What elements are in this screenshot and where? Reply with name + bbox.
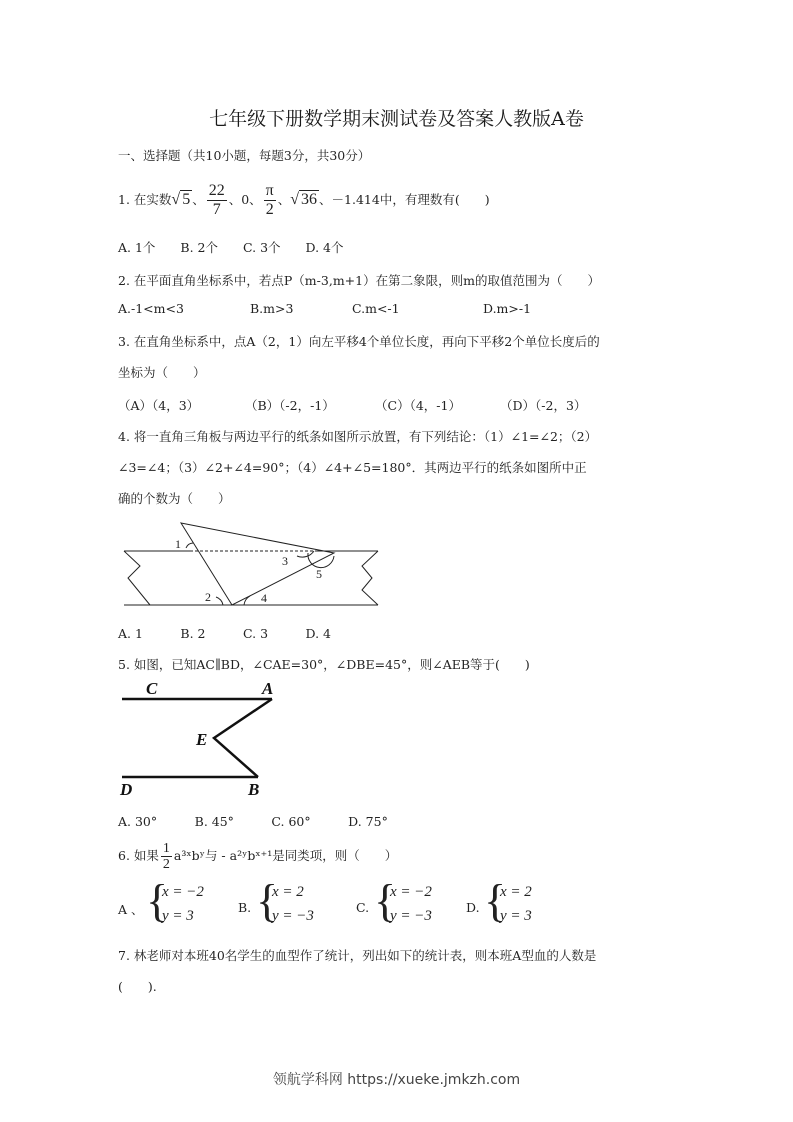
angle-arc-1 xyxy=(186,543,193,548)
question-3-line2: 坐标为（ ） xyxy=(118,365,206,380)
q6-option-c-label: C. xyxy=(356,900,370,915)
fraction-22-7: $\frac{22}{7}$ xyxy=(208,182,225,218)
brace-c: { xyxy=(374,875,397,926)
strip-right-zigzag xyxy=(362,551,378,605)
question-4-line2: ∠3=∠4；（3）∠2+∠4=90°；（4）∠4+∠5=180°．其两边平行的纸条如图所中正 xyxy=(118,460,587,475)
brace-a: { xyxy=(146,875,169,926)
q6-option-b-label: B. xyxy=(238,900,252,915)
question-4-line1: 4. 将一直角三角板与两边平行的纸条如图所示放置，有下列结论：（1）∠1=∠2；（2） xyxy=(118,429,598,444)
q1-suffix: 、－1.414中，有理数有( ) xyxy=(319,192,490,207)
q6-option-a-label: A 、 xyxy=(118,902,144,917)
triangle xyxy=(181,523,334,605)
q6-d-y: y = 3 xyxy=(500,908,532,924)
sqrt-36: √ 36 xyxy=(290,191,318,208)
point-label-c: C xyxy=(146,679,158,698)
angle-arc-3 xyxy=(297,551,314,557)
question-6 xyxy=(118,838,397,874)
q1-sep: 、 xyxy=(192,192,205,207)
q6-middle: a³ˣbʸ与 - a²ʸbˣ⁺¹是同类项，则（ ） xyxy=(173,848,398,863)
q6-prefix: 6. 如果 xyxy=(118,848,159,863)
sqrt-5: √ 5 xyxy=(171,191,191,208)
q6-b-x: x = 2 xyxy=(272,884,304,900)
q2-option-a: A.-1<m<3 xyxy=(118,301,184,316)
paper-strip xyxy=(124,551,378,605)
question-7-line1: 7. 林老师对本班40名学生的血型作了统计，列出如下的统计表，则本班A型血的人数是 xyxy=(118,948,597,963)
q3-option-a: （A）（4，3） xyxy=(118,398,200,413)
angle-arc-2 xyxy=(216,597,223,605)
q3-option-c: （C）（4，-1） xyxy=(375,398,461,413)
q6-a-x: x = −2 xyxy=(162,884,204,900)
question-3-line1: 3. 在直角坐标系中，点A（2，1）向左平移4个单位长度，再向下平移2个单位长度后的 xyxy=(118,334,600,349)
q6-a-y: y = 3 xyxy=(162,908,194,924)
point-label-e: E xyxy=(196,730,208,749)
brace-b: { xyxy=(256,875,279,926)
q2-option-d: D.m>-1 xyxy=(483,301,532,316)
angle-label-5: 5 xyxy=(316,567,322,581)
q6-b-y: y = −3 xyxy=(272,908,314,924)
q1-sep: 、0、 xyxy=(228,192,262,207)
angle-label-2: 2 xyxy=(205,590,211,604)
question-1 xyxy=(118,178,490,222)
q6-c-y: y = −3 xyxy=(390,908,432,924)
point-label-a: A xyxy=(262,679,274,698)
q6-c-x: x = −2 xyxy=(390,884,432,900)
fraction-pi-2: $\frac{\pi}{2}$ xyxy=(265,182,274,218)
angle-label-3: 3 xyxy=(282,554,288,568)
section-heading: 一、选择题（共10小题，每题3分，共30分） xyxy=(118,148,371,163)
angle-label-1: 1 xyxy=(175,537,181,551)
q4-options: A. 1 B. 2 C. 3 D. 4 xyxy=(118,626,332,641)
question-7-line2: ( ). xyxy=(118,979,157,994)
fraction-1-2: $\frac{1}{2}$ xyxy=(162,841,170,872)
question-2: 2. 在平面直角坐标系中，若点P（m-3,m+1）在第二象限，则m的取值范围为（ ） xyxy=(118,273,600,288)
angle-label-4: 4 xyxy=(261,591,267,605)
question-4-line3: 确的个数为（ ） xyxy=(118,491,231,506)
angle-arc-5 xyxy=(308,553,334,568)
point-label-d: D xyxy=(120,780,133,799)
q6-option-d-label: D. xyxy=(466,900,480,915)
q3-option-d: （D）（-2，3） xyxy=(500,398,587,413)
q1-prefix: 1. 在实数 xyxy=(118,192,172,207)
q3-option-b: （B）（-2，-1） xyxy=(245,398,335,413)
q6-d-x: x = 2 xyxy=(500,884,532,900)
strip-left-zigzag xyxy=(124,551,150,605)
q1-options: A. 1个 B. 2个 C. 3个 D. 4个 xyxy=(118,240,344,255)
line-aeb xyxy=(214,699,272,777)
q2-option-b: B.m>3 xyxy=(250,301,294,316)
q5-figure xyxy=(122,699,272,777)
footer-watermark: 领航学科网 https://xueke.jmkzh.com xyxy=(272,1072,521,1088)
set-square xyxy=(181,523,334,605)
q2-option-c: C.m<-1 xyxy=(352,301,400,316)
brace-d: { xyxy=(484,875,507,926)
q1-sep: 、 xyxy=(277,192,291,207)
page-title: 七年级下册数学期末测试卷及答案人教版A卷 xyxy=(209,108,584,130)
q5-options: A. 30° B. 45° C. 60° D. 75° xyxy=(118,814,388,829)
angle-arc-4 xyxy=(244,596,250,605)
point-label-b: B xyxy=(248,780,260,799)
question-5: 5. 如图，已知AC∥BD，∠CAE=30°，∠DBE=45°，则∠AEB等于( ) xyxy=(118,657,530,672)
